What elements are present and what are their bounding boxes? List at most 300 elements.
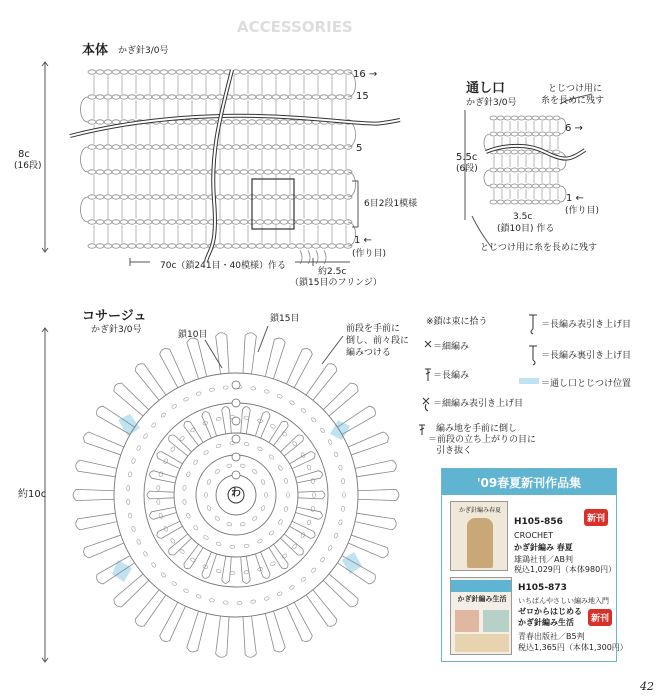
chain-stitch	[532, 200, 539, 204]
chain-stitch	[525, 132, 532, 136]
chain-stitch	[136, 170, 144, 174]
turning-chain	[484, 170, 490, 186]
chain-stitch	[176, 195, 184, 199]
chain-stitch	[216, 170, 224, 174]
outer-petal	[216, 616, 229, 657]
chain-stitch	[206, 505, 211, 511]
chain-stitch	[184, 70, 192, 74]
chain-stitch	[112, 145, 120, 149]
chain-stitch	[288, 220, 296, 224]
chain-stitch	[272, 120, 280, 124]
chain-stitch	[176, 145, 184, 149]
chain-stitch	[269, 454, 275, 460]
book2-badge: 新刊	[588, 609, 612, 626]
book2-line3: かぎ針編み生活	[518, 618, 574, 627]
attach-mark	[330, 420, 350, 440]
chain-stitch	[126, 499, 130, 504]
chain-stitch	[193, 459, 199, 465]
chain-stitch	[272, 244, 280, 248]
chain-stitch	[539, 116, 546, 120]
chain-stitch	[532, 168, 539, 172]
chain-stitch	[252, 469, 258, 475]
turning-chain	[81, 97, 89, 122]
book2-cover-photo2	[483, 610, 509, 632]
corsage-chain15: 鎖15目	[270, 314, 300, 324]
chain-stitch	[237, 601, 242, 604]
chain-stitch	[240, 120, 248, 124]
inner-petal	[298, 491, 325, 499]
chain-stitch	[216, 195, 224, 199]
chain-stitch	[168, 170, 176, 174]
chain-stitch	[206, 479, 211, 485]
chain-stitch	[511, 150, 518, 154]
chain-stitch	[144, 195, 152, 199]
chain-stitch	[490, 200, 497, 204]
chain-stitch	[128, 95, 136, 99]
chain-stitch	[232, 195, 240, 199]
chain-stitch	[192, 244, 200, 248]
legend-note-c: 引き抜く	[436, 446, 473, 456]
chain-stitch	[312, 195, 320, 199]
inner-petal	[147, 491, 174, 499]
chain-stitch	[264, 220, 272, 224]
inner-petal	[290, 521, 316, 538]
chain-stitch	[261, 479, 266, 485]
outer-petal	[160, 349, 186, 388]
chain-stitch	[183, 485, 187, 490]
chain-stitch	[152, 220, 160, 224]
outer-petal	[265, 611, 285, 652]
chain-stitch	[200, 120, 208, 124]
chain-stitch	[216, 244, 224, 248]
chain-stitch	[312, 220, 320, 224]
chain-stitch	[328, 195, 336, 199]
chain-stitch	[183, 397, 189, 402]
chain-stitch	[120, 244, 128, 248]
turning-chain	[348, 172, 356, 197]
chain-stitch	[264, 120, 272, 124]
outer-petal	[306, 590, 337, 626]
chain-stitch	[120, 145, 128, 149]
chain-stitch	[216, 417, 222, 421]
chain-stitch	[497, 132, 504, 136]
chain-stitch	[192, 170, 200, 174]
chain-stitch	[120, 70, 128, 74]
chain-stitch	[232, 120, 240, 124]
chain-stitch	[320, 220, 328, 224]
chain-stitch	[280, 244, 288, 248]
chain-stitch	[272, 145, 280, 149]
chain-stitch	[88, 95, 96, 99]
chain-stitch	[553, 132, 560, 136]
chain-stitch	[252, 516, 258, 522]
chain-stitch	[144, 244, 152, 248]
chain-stitch	[504, 184, 511, 188]
book2-cover-band	[451, 580, 512, 592]
chain-stitch	[152, 244, 160, 248]
chain-stitch	[192, 95, 200, 99]
book2-cover-photo3	[455, 634, 509, 652]
row-number-marker	[232, 399, 240, 407]
chain-stitch	[171, 581, 177, 586]
chain-stitch	[280, 70, 288, 74]
chain-stitch	[497, 168, 504, 172]
chain-stitch	[144, 95, 152, 99]
chain-stitch	[277, 591, 283, 596]
outer-petal	[287, 602, 313, 641]
body-row-5: 5	[356, 143, 363, 154]
chain-stitch	[539, 132, 546, 136]
body-fringe-note: （鎖15目のフリンジ）	[290, 278, 382, 288]
outer-petal	[187, 338, 207, 379]
chain-stitch	[539, 200, 546, 204]
chain-stitch	[307, 465, 312, 471]
chain-stitch	[256, 220, 264, 224]
chain-stitch	[336, 244, 344, 248]
slot-note-bottom: とじつけ用に糸を長めに残す	[480, 243, 598, 253]
chain-stitch	[490, 116, 497, 120]
outer-petal	[355, 513, 396, 530]
chain-stitch	[128, 244, 136, 248]
chain-stitch	[248, 145, 256, 149]
outer-petal	[323, 574, 358, 607]
chain-stitch	[227, 464, 233, 468]
chain-stitch	[311, 417, 317, 423]
inner-petal	[281, 534, 304, 555]
chain-stitch	[336, 95, 344, 99]
chain-stitch	[183, 499, 187, 504]
chain-stitch	[341, 479, 345, 484]
chain-stitch	[257, 446, 263, 451]
book1-cover[interactable]	[450, 501, 508, 571]
body-pattern-repeat: 6目2段1模様	[364, 199, 418, 209]
chain-stitch	[288, 244, 296, 248]
chain-stitch	[193, 525, 199, 531]
chain-stitch	[184, 145, 192, 149]
chain-stitch	[223, 601, 228, 605]
inner-petal	[255, 552, 270, 578]
body-row-15: 15	[356, 91, 369, 102]
row-number-marker	[232, 453, 240, 461]
chain-stitch	[200, 220, 208, 224]
chain-stitch	[312, 244, 320, 248]
chain-stitch	[214, 516, 220, 522]
chain-stitch	[320, 427, 326, 433]
chain-stitch	[209, 598, 215, 602]
chain-stitch	[240, 195, 248, 199]
chain-stitch	[518, 184, 525, 188]
chain-stitch	[96, 244, 104, 248]
chain-stitch	[497, 184, 504, 188]
chain-stitch	[546, 184, 553, 188]
slot-row-6: 6 →	[565, 123, 583, 134]
slot-width-note: (鎖10目) 作る	[497, 224, 555, 234]
chain-stitch	[280, 195, 288, 199]
chain-stitch	[224, 145, 232, 149]
chain-stitch	[240, 220, 248, 224]
inner-petal	[255, 412, 270, 438]
chain-stitch	[104, 195, 112, 199]
slot-height-label: 5.5c	[456, 152, 478, 163]
chain-stitch	[112, 95, 120, 99]
chain-stitch	[304, 145, 312, 149]
inner-petal	[241, 556, 250, 583]
chain-stitch	[156, 485, 160, 490]
attach-mark	[118, 414, 140, 436]
legend-note-a: 編み地を手前に倒し	[436, 424, 518, 434]
slot-title: 通し口	[466, 81, 506, 96]
chain-stitch	[328, 145, 336, 149]
corsage-size-label: 約10c	[18, 489, 47, 500]
chain-stitch	[307, 520, 312, 526]
chain-stitch	[278, 519, 283, 525]
chain-stitch	[490, 132, 497, 136]
chain-stitch	[120, 95, 128, 99]
outer-petal	[76, 513, 117, 530]
chain-stitch	[256, 70, 264, 74]
chain-stitch	[128, 170, 136, 174]
chain-stitch	[257, 539, 263, 544]
chain-stitch	[284, 478, 288, 484]
chain-stitch	[312, 145, 320, 149]
chain-stitch	[160, 170, 168, 174]
chain-stitch	[328, 220, 336, 224]
chain-stitch	[244, 442, 250, 446]
chain-stitch	[532, 116, 539, 120]
chain-stitch	[224, 195, 232, 199]
chain-stitch	[144, 220, 152, 224]
chain-stitch	[546, 168, 553, 172]
book-ad[interactable]	[441, 468, 628, 662]
outer-petal	[287, 349, 313, 388]
chain-stitch	[176, 244, 184, 248]
chain-stitch	[88, 195, 96, 199]
chain-stitch	[264, 170, 272, 174]
chain-stitch	[553, 168, 560, 172]
chain-stitch	[504, 150, 511, 154]
chain-stitch	[224, 170, 232, 174]
chain-stitch	[539, 168, 546, 172]
chain-stitch	[200, 145, 208, 149]
legend-item-4: ＝長編み裏引き上げ目	[541, 351, 632, 361]
chain-stitch	[546, 132, 553, 136]
chain-stitch	[256, 145, 264, 149]
chain-stitch	[553, 116, 560, 120]
chain-stitch	[203, 450, 209, 455]
chain-stitch	[300, 577, 306, 583]
chain-stitch	[504, 132, 511, 136]
inner-petal	[295, 471, 322, 483]
chain-stitch	[160, 244, 168, 248]
legend-item-6: ＝通し口とじつけ位置	[541, 379, 632, 389]
chain-stitch	[88, 170, 96, 174]
chain-stitch	[224, 120, 232, 124]
chain-stitch	[128, 472, 132, 478]
body-height-label: 8c	[18, 149, 30, 160]
row-number-marker	[232, 417, 240, 425]
chain-stitch	[136, 244, 144, 248]
chain-stitch	[144, 170, 152, 174]
book2-price: 税込1,365円（本体1,300円）	[518, 643, 628, 652]
chain-stitch	[176, 170, 184, 174]
chain-stitch	[160, 95, 168, 99]
chain-stitch	[160, 412, 166, 418]
slot-height-rows: (6段)	[456, 164, 478, 174]
inner-petal	[295, 507, 322, 519]
outer-petal	[265, 338, 285, 379]
slot-row-1: 1 ←	[566, 193, 584, 204]
chain-stitch	[504, 168, 511, 172]
chain-stitch	[216, 220, 224, 224]
chain-stitch	[224, 220, 232, 224]
slip-stitch-note-symbol	[419, 425, 425, 435]
chain-stitch	[320, 70, 328, 74]
chain-stitch	[136, 445, 141, 451]
chain-stitch	[160, 70, 168, 74]
chain-stitch	[214, 469, 220, 475]
book1-cover-title: かぎ針編み春夏	[458, 507, 501, 514]
outer-petal	[160, 602, 186, 641]
chain-stitch	[304, 70, 312, 74]
chain-stitch	[264, 596, 270, 600]
turning-chain	[560, 152, 566, 170]
chain-stitch	[546, 116, 553, 120]
chain-stitch	[216, 542, 222, 547]
chain-stitch	[296, 145, 304, 149]
chain-stitch	[261, 505, 266, 511]
corsage-title: コサージュ	[82, 309, 147, 324]
chain-stitch	[240, 145, 248, 149]
chain-stitch	[128, 145, 136, 149]
chain-stitch	[192, 120, 200, 124]
chain-stitch	[525, 150, 532, 154]
chain-stitch	[88, 220, 96, 224]
chain-stitch	[170, 538, 176, 544]
chain-stitch	[232, 95, 240, 99]
inner-petal	[269, 544, 288, 568]
chain-stitch	[176, 220, 184, 224]
outer-petal	[114, 383, 149, 416]
row-number-marker	[232, 381, 240, 389]
chain-stitch	[264, 493, 267, 498]
chain-stitch	[532, 184, 539, 188]
book1-title-jp: かぎ針編み 春夏	[514, 543, 573, 552]
book1-price: 税込1,029円（本体980円）	[514, 565, 617, 574]
chain-stitch	[264, 145, 272, 149]
chain-stitch	[208, 120, 216, 124]
chain-stitch	[120, 220, 128, 224]
chain-stitch	[232, 244, 240, 248]
inner-petal	[281, 435, 304, 456]
chain-stitch	[88, 120, 96, 124]
inner-petal	[222, 407, 231, 434]
body-bottom-label: 70c（鎖241目・40模様）作る	[160, 261, 287, 271]
chain-stitch	[539, 184, 546, 188]
book1-code: H105-856	[514, 517, 563, 527]
outer-petal	[114, 574, 149, 607]
book2-line2: ゼロからはじめる	[518, 607, 582, 616]
book2-code: H105-873	[518, 583, 567, 593]
chain-stitch	[336, 195, 344, 199]
chain-stitch	[104, 70, 112, 74]
chain-stitch	[280, 145, 288, 149]
chain-stitch	[88, 244, 96, 248]
chain-stitch	[244, 544, 250, 548]
chain-stitch	[342, 493, 345, 498]
chain-stitch	[96, 70, 104, 74]
chain-stitch	[304, 170, 312, 174]
book2-cover[interactable]	[450, 577, 512, 655]
chain-stitch	[312, 170, 320, 174]
chain-stitch	[288, 95, 296, 99]
outer-petal	[84, 432, 124, 455]
chain-stitch	[518, 168, 525, 172]
chain-stitch	[328, 70, 336, 74]
chain-stitch	[176, 120, 184, 124]
chain-stitch	[208, 95, 216, 99]
chain-stitch	[288, 70, 296, 74]
chain-stitch	[288, 120, 296, 124]
chain-stitch	[160, 195, 168, 199]
slot-rows	[484, 116, 566, 204]
chain-stitch	[304, 95, 312, 99]
chain-stitch	[288, 145, 296, 149]
faded-header: ACCESSORIES	[237, 18, 353, 36]
chain-stitch	[112, 220, 120, 224]
chain-stitch	[216, 70, 224, 74]
chain-stitch	[136, 95, 144, 99]
single-crochet-symbol	[425, 341, 431, 347]
chain-stitch	[104, 95, 112, 99]
chain-stitch	[328, 95, 336, 99]
chain-stitch	[304, 244, 312, 248]
chain-stitch	[296, 170, 304, 174]
chain-stitch	[152, 70, 160, 74]
chain-stitch	[312, 493, 315, 498]
chain-stitch	[168, 220, 176, 224]
chain-stitch	[240, 170, 248, 174]
body-row-16: 16 →	[353, 69, 378, 80]
chain-stitch	[151, 422, 157, 428]
chain-stitch	[272, 195, 280, 199]
chain-stitch	[248, 120, 256, 124]
chain-stitch	[104, 244, 112, 248]
chain-stitch	[196, 594, 202, 599]
turning-chain	[81, 197, 89, 222]
chain-stitch	[96, 170, 104, 174]
chain-stitch	[264, 70, 272, 74]
legend-item-3: ＝細編み	[433, 342, 470, 352]
chain-stitch	[296, 120, 304, 124]
attach-mark	[342, 552, 362, 574]
chain-stitch	[96, 195, 104, 199]
chain-stitch	[256, 120, 264, 124]
chain-stitch	[272, 220, 280, 224]
chain-stitch	[553, 150, 560, 154]
chain-stitch	[136, 70, 144, 74]
chain-stitch	[304, 220, 312, 224]
chain-stitch	[320, 195, 328, 199]
chain-stitch	[497, 116, 504, 120]
chain-stitch	[518, 150, 525, 154]
chain-stitch	[200, 195, 208, 199]
chain-stitch	[251, 600, 256, 604]
chain-stitch	[240, 95, 248, 99]
body-fringe-label: 約2.5c	[318, 267, 347, 277]
chain-stitch	[518, 200, 525, 204]
chain-stitch	[136, 220, 144, 224]
chain-stitch	[200, 70, 208, 74]
